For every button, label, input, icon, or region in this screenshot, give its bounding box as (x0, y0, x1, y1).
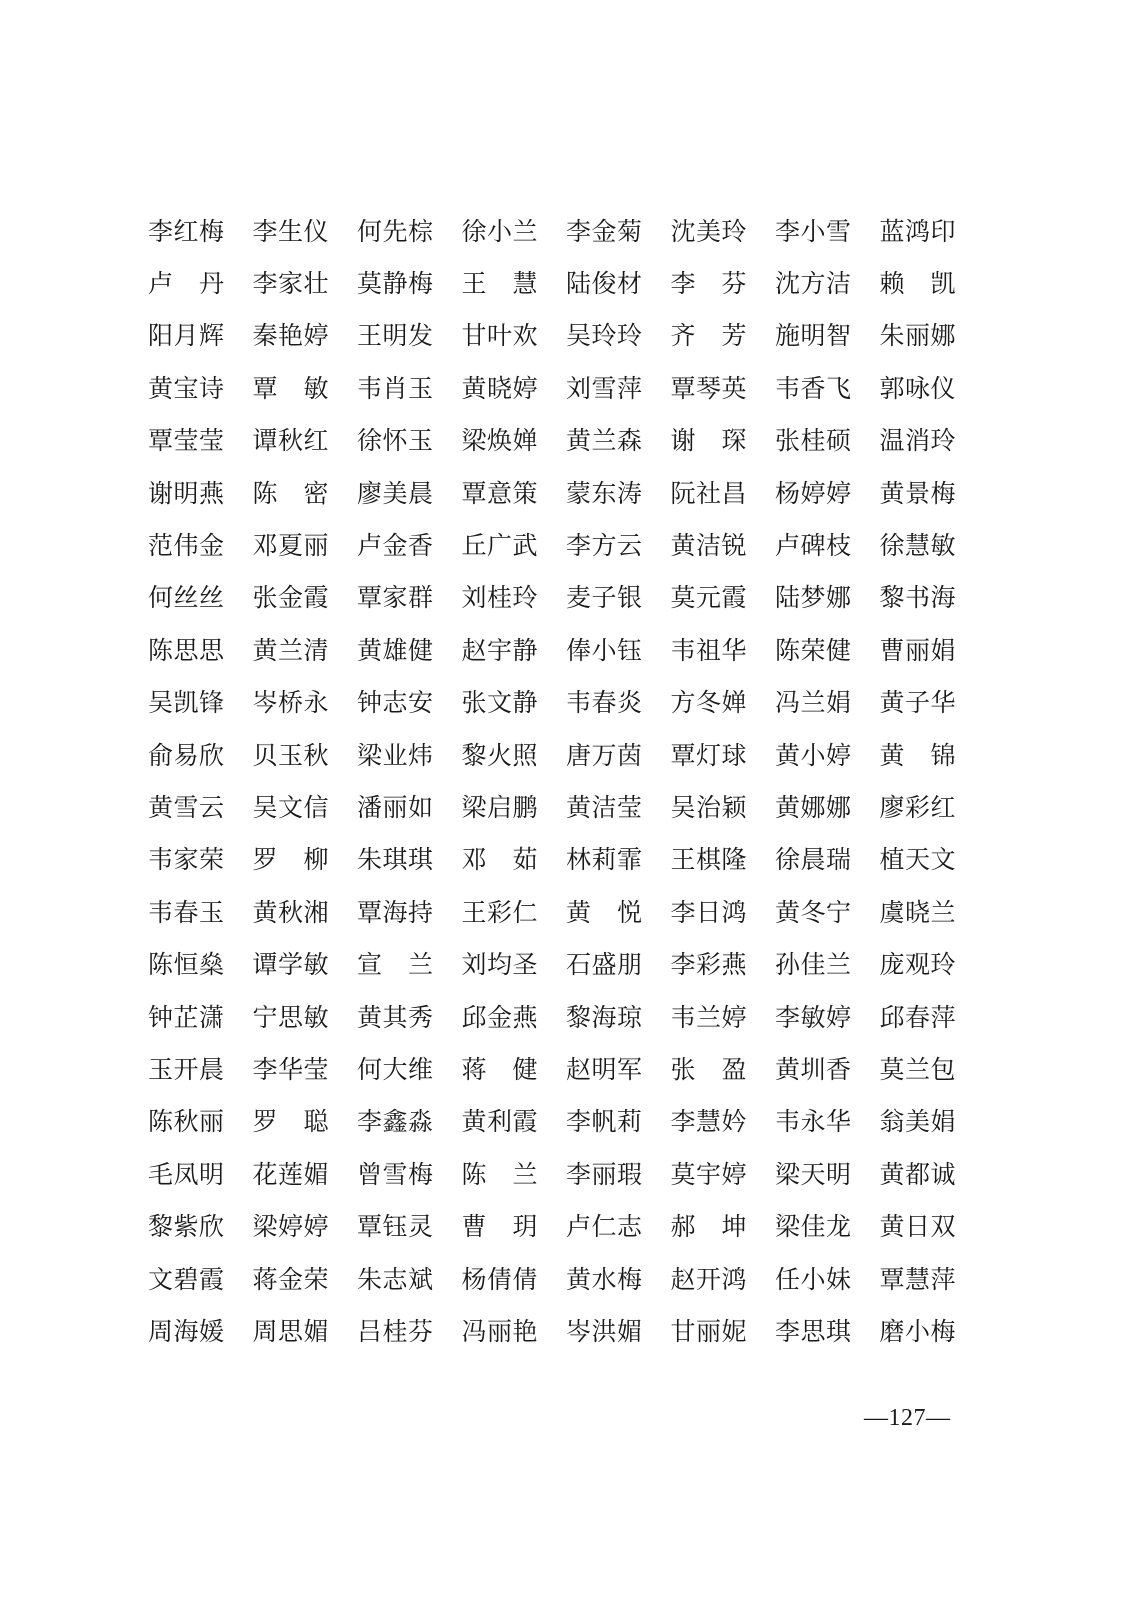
name-entry: 钟志安 (357, 688, 434, 718)
name-entry: 王彩仁 (461, 897, 539, 927)
name-entry: 黄秋湘 (252, 897, 330, 927)
name-entry: 陈 兰 (461, 1159, 539, 1189)
page-number: —127— (864, 1405, 951, 1431)
name-entry: 周海媛 (148, 1316, 225, 1346)
name-entry: 邱金燕 (461, 1002, 539, 1032)
name-entry: 丘广武 (461, 531, 539, 561)
name-entry: 韦兰婷 (670, 1002, 748, 1032)
name-entry: 翁美娟 (879, 1107, 957, 1137)
name-row (148, 362, 957, 414)
name-entry: 卢碑枝 (775, 531, 852, 561)
name-entry: 莫元霞 (670, 583, 748, 613)
name-entry: 朱丽娜 (879, 321, 957, 351)
name-entry: 王棋隆 (670, 845, 748, 875)
name-row (148, 677, 957, 729)
name-entry: 李金菊 (566, 216, 643, 246)
name-entry: 蒋 健 (461, 1054, 539, 1084)
name-entry: 徐小兰 (461, 216, 539, 246)
name-entry: 李家壮 (252, 269, 330, 299)
name-entry: 张 盈 (670, 1054, 748, 1084)
name-entry: 赵明军 (566, 1054, 643, 1084)
name-entry: 黄都诚 (879, 1159, 957, 1189)
name-entry: 吕桂芬 (357, 1316, 434, 1346)
name-entry: 黄日双 (879, 1212, 957, 1242)
name-entry: 黄小婷 (775, 740, 852, 770)
name-entry: 韦家荣 (148, 845, 225, 875)
name-entry: 李 芬 (670, 269, 748, 299)
name-entry: 谭秋红 (252, 426, 330, 456)
name-entry: 孙佳兰 (775, 950, 852, 980)
name-entry: 黄雄健 (357, 635, 434, 665)
name-entry: 赵开鸿 (670, 1264, 748, 1294)
name-entry: 李华莹 (252, 1054, 330, 1084)
name-entry: 郝 坤 (670, 1212, 748, 1242)
name-entry: 文碧霞 (148, 1264, 225, 1294)
name-entry: 赵宇静 (461, 635, 539, 665)
name-entry: 朱琪琪 (357, 845, 434, 875)
name-entry: 张金霞 (252, 583, 330, 613)
name-entry: 施明智 (775, 321, 852, 351)
name-entry: 植天文 (879, 845, 957, 875)
name-entry: 曹 玥 (461, 1212, 539, 1242)
name-entry: 曹丽娟 (879, 635, 957, 665)
name-entry: 黎紫欣 (148, 1212, 225, 1242)
name-entry: 宁思敏 (252, 1002, 330, 1032)
name-entry: 覃海持 (357, 897, 434, 927)
name-entry: 岑桥永 (252, 688, 330, 718)
name-entry: 岑洪媚 (566, 1316, 643, 1346)
name-entry: 黎火照 (461, 740, 539, 770)
name-entry: 徐慧敏 (879, 531, 957, 561)
name-entry: 李日鸿 (670, 897, 748, 927)
name-entry: 张文静 (461, 688, 539, 718)
name-entry: 刘均圣 (461, 950, 539, 980)
name-list (148, 205, 957, 1358)
name-entry: 何先棕 (357, 216, 434, 246)
name-entry: 李小雪 (775, 216, 852, 246)
name-row (148, 938, 957, 990)
name-entry: 唐万茵 (566, 740, 643, 770)
name-entry: 陈 密 (252, 478, 330, 508)
name-entry: 梁焕婵 (461, 426, 539, 456)
name-entry: 李鑫淼 (357, 1107, 434, 1137)
name-entry: 陈秋丽 (148, 1107, 225, 1137)
name-entry: 黄雪云 (148, 792, 225, 822)
name-entry: 覃灯球 (670, 740, 748, 770)
name-entry: 温消玲 (879, 426, 957, 456)
name-entry: 俸小钰 (566, 635, 643, 665)
name-row (148, 624, 957, 676)
name-entry: 赖 凯 (879, 269, 957, 299)
name-entry: 蒙东涛 (566, 478, 643, 508)
name-entry: 黄兰清 (252, 635, 330, 665)
name-row (148, 781, 957, 833)
name-row (148, 886, 957, 938)
name-entry: 吴玲玲 (566, 321, 643, 351)
name-entry: 贝玉秋 (252, 740, 330, 770)
name-entry: 范伟金 (148, 531, 225, 561)
name-row (148, 1096, 957, 1148)
name-entry: 黄洁莹 (566, 792, 643, 822)
name-row (148, 1148, 957, 1200)
name-entry: 甘叶欢 (461, 321, 539, 351)
name-entry: 梁佳龙 (775, 1212, 852, 1242)
name-entry: 覃慧萍 (879, 1264, 957, 1294)
name-entry: 李慧妗 (670, 1107, 748, 1137)
name-entry: 蒋金荣 (252, 1264, 330, 1294)
name-entry: 麦子银 (566, 583, 643, 613)
name-entry: 梁启鹏 (461, 792, 539, 822)
name-row (148, 1253, 957, 1305)
name-row (148, 1043, 957, 1095)
name-entry: 罗 聪 (252, 1107, 330, 1137)
name-entry: 李生仪 (252, 216, 330, 246)
name-entry: 卢金香 (357, 531, 434, 561)
name-row (148, 729, 957, 781)
name-entry: 卢 丹 (148, 269, 225, 299)
name-entry: 韦春玉 (148, 897, 225, 927)
name-entry: 李彩燕 (670, 950, 748, 980)
name-entry: 莫静梅 (357, 269, 434, 299)
name-entry: 黄兰森 (566, 426, 643, 456)
name-entry: 卢仁志 (566, 1212, 643, 1242)
name-entry: 潘丽如 (357, 792, 434, 822)
name-row (148, 1200, 957, 1252)
name-entry: 张桂硕 (775, 426, 852, 456)
name-entry: 李帆莉 (566, 1107, 643, 1137)
name-entry: 黄利霞 (461, 1107, 539, 1137)
name-entry: 邓 茹 (461, 845, 539, 875)
name-row (148, 415, 957, 467)
name-entry: 毛凤明 (148, 1159, 225, 1189)
name-entry: 沈方洁 (775, 269, 852, 299)
name-entry: 磨小梅 (879, 1316, 957, 1346)
name-entry: 任小妹 (775, 1264, 852, 1294)
name-entry: 杨倩倩 (461, 1264, 539, 1294)
name-entry: 郭咏仪 (879, 373, 957, 403)
name-entry: 黄洁锐 (670, 531, 748, 561)
name-entry: 朱志斌 (357, 1264, 434, 1294)
name-entry: 吴凯锋 (148, 688, 225, 718)
name-entry: 王 慧 (461, 269, 539, 299)
name-entry: 何大维 (357, 1054, 434, 1084)
name-entry: 吴文信 (252, 792, 330, 822)
name-entry: 冯丽艳 (461, 1316, 539, 1346)
name-entry: 梁天明 (775, 1159, 852, 1189)
name-row (148, 257, 957, 309)
name-entry: 陈荣健 (775, 635, 852, 665)
name-entry: 钟芷潇 (148, 1002, 225, 1032)
name-entry: 李思琪 (775, 1316, 852, 1346)
name-entry: 李方云 (566, 531, 643, 561)
name-entry: 黎书海 (879, 583, 957, 613)
name-entry: 吴治颖 (670, 792, 748, 822)
name-entry: 林莉霏 (566, 845, 643, 875)
name-entry: 廖美晨 (357, 478, 434, 508)
name-entry: 徐晨瑞 (775, 845, 852, 875)
name-entry: 庞观玲 (879, 950, 957, 980)
name-row (148, 205, 957, 257)
name-row (148, 572, 957, 624)
name-entry: 黄子华 (879, 688, 957, 718)
name-entry: 阮社昌 (670, 478, 748, 508)
name-entry: 陈恒燊 (148, 950, 225, 980)
name-entry: 罗 柳 (252, 845, 330, 875)
name-row (148, 519, 957, 571)
name-entry: 沈美玲 (670, 216, 748, 246)
name-entry: 黄其秀 (357, 1002, 434, 1032)
name-entry: 李红梅 (148, 216, 225, 246)
name-entry: 甘丽妮 (670, 1316, 748, 1346)
name-entry: 谢 琛 (670, 426, 748, 456)
name-entry: 黄 锦 (879, 740, 957, 770)
name-entry: 阳月辉 (148, 321, 225, 351)
name-entry: 廖彩红 (879, 792, 957, 822)
name-entry: 陈思思 (148, 635, 225, 665)
name-entry: 覃琴英 (670, 373, 748, 403)
name-entry: 韦祖华 (670, 635, 748, 665)
name-entry: 王明发 (357, 321, 434, 351)
name-entry: 玉开晨 (148, 1054, 225, 1084)
name-entry: 莫宇婷 (670, 1159, 748, 1189)
name-entry: 覃意策 (461, 478, 539, 508)
name-entry: 梁业炜 (357, 740, 434, 770)
name-entry: 韦春炎 (566, 688, 643, 718)
name-entry: 徐怀玉 (357, 426, 434, 456)
name-entry: 俞易欣 (148, 740, 225, 770)
name-entry: 秦艳婷 (252, 321, 330, 351)
name-row (148, 467, 957, 519)
name-entry: 刘桂玲 (461, 583, 539, 613)
name-entry: 黎海琼 (566, 1002, 643, 1032)
name-entry: 覃钰灵 (357, 1212, 434, 1242)
name-entry: 黄冬宁 (775, 897, 852, 927)
name-entry: 石盛朋 (566, 950, 643, 980)
name-entry: 黄娜娜 (775, 792, 852, 822)
name-entry: 覃 敏 (252, 373, 330, 403)
name-entry: 宣 兰 (357, 950, 434, 980)
name-entry: 周思媚 (252, 1316, 330, 1346)
name-entry: 齐 芳 (670, 321, 748, 351)
name-entry: 韦永华 (775, 1107, 852, 1137)
name-entry: 梁婷婷 (252, 1212, 330, 1242)
name-entry: 邱春萍 (879, 1002, 957, 1032)
name-entry: 李丽瑕 (566, 1159, 643, 1189)
name-row (148, 991, 957, 1043)
name-entry: 曾雪梅 (357, 1159, 434, 1189)
name-entry: 韦肖玉 (357, 373, 434, 403)
name-entry: 黄晓婷 (461, 373, 539, 403)
name-entry: 陆梦娜 (775, 583, 852, 613)
name-entry: 黄宝诗 (148, 373, 225, 403)
name-entry: 谢明燕 (148, 478, 225, 508)
name-entry: 邓夏丽 (252, 531, 330, 561)
name-entry: 覃家群 (357, 583, 434, 613)
name-entry: 虞晓兰 (879, 897, 957, 927)
name-entry: 谭学敏 (252, 950, 330, 980)
name-entry: 刘雪萍 (566, 373, 643, 403)
name-entry: 黄 悦 (566, 897, 643, 927)
name-row (148, 834, 957, 886)
name-row (148, 310, 957, 362)
name-entry: 何丝丝 (148, 583, 225, 613)
name-entry: 覃莹莹 (148, 426, 225, 456)
name-entry: 杨婷婷 (775, 478, 852, 508)
name-entry: 蓝鸿印 (879, 216, 957, 246)
name-entry: 韦香飞 (775, 373, 852, 403)
name-entry: 花莲媚 (252, 1159, 330, 1189)
name-entry: 黄圳香 (775, 1054, 852, 1084)
name-entry: 方冬婵 (670, 688, 748, 718)
name-entry: 黄景梅 (879, 478, 957, 508)
name-entry: 冯兰娟 (775, 688, 852, 718)
name-entry: 李敏婷 (775, 1002, 852, 1032)
name-entry: 陆俊材 (566, 269, 643, 299)
name-entry: 莫兰包 (879, 1054, 957, 1084)
name-entry: 黄水梅 (566, 1264, 643, 1294)
name-row (148, 1305, 957, 1357)
